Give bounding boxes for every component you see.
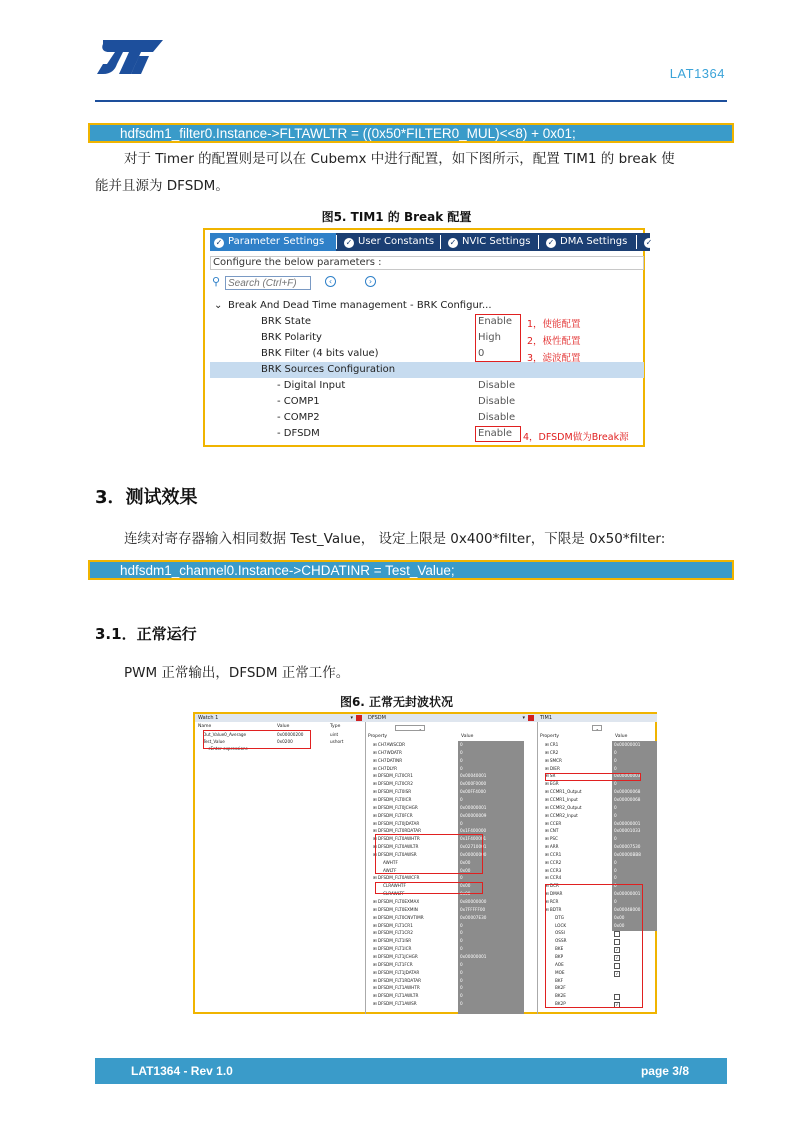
note-filter-config: 3，滤波配置	[527, 353, 581, 364]
register-row[interactable]	[365, 993, 537, 1000]
register-row[interactable]	[537, 789, 657, 796]
register-row[interactable]	[365, 923, 537, 930]
close-icon[interactable]	[356, 715, 362, 721]
register-value: 0x00000068	[614, 789, 641, 795]
register-name: ⊞ DMAR	[545, 891, 563, 897]
register-value: 0x00040001	[460, 773, 487, 779]
register-name: ⊞ DFSDM_FLT1CR2	[373, 930, 413, 936]
param-row-comp2[interactable]: - COMP2 Disable	[277, 412, 516, 423]
register-value: 0	[460, 742, 463, 747]
register-name: ⊞ DFSDM_FLT0AWSR	[373, 851, 417, 857]
register-row[interactable]	[537, 852, 657, 859]
register-value: 0	[460, 985, 463, 991]
register-value: 0	[460, 796, 463, 802]
check-icon: ✓	[449, 238, 457, 247]
register-row[interactable]	[365, 750, 537, 757]
register-name: ⊞ CR1	[545, 742, 559, 747]
register-name: ⊞ DFSDM_FLT0AWLTR	[373, 844, 419, 850]
register-row[interactable]	[537, 875, 657, 882]
register-name: CLRAWHTF	[383, 883, 406, 889]
register-value: 0x04	[614, 977, 625, 983]
register-value: 0x000F0000	[460, 781, 487, 787]
code-snippet-chdatinr	[88, 560, 734, 580]
footer-page-number: page 3/8	[640, 1064, 689, 1078]
register-name: ⊞ CH7DATINR	[373, 757, 403, 763]
register-row[interactable]	[537, 781, 657, 788]
register-value: 0	[614, 749, 617, 755]
register-name: AOE	[555, 961, 564, 967]
pin-icon[interactable]: ▾	[522, 715, 525, 721]
register-value: 0	[460, 922, 463, 928]
register-value: 0	[614, 867, 617, 873]
register-value: 0x00007E30	[460, 914, 487, 920]
tab-separator	[636, 235, 637, 249]
paragraph-pwm-normal: PWM 正常输出，DFSDM 正常工作。	[124, 665, 350, 681]
tim1-pane-title: TIM1	[537, 714, 657, 722]
paragraph-test-value: 连续对寄存器输入相同数据 Test_Value， 设定上限是 0x400*filter，下限是 0x50*filter:	[124, 531, 666, 547]
register-name: BK2P	[555, 1001, 566, 1007]
watch-row[interactable]: Out_Value0_Average 0x00000200 uint	[203, 732, 339, 737]
register-value: 0	[460, 1001, 463, 1007]
figure6-debug-screenshot	[193, 712, 657, 1014]
search-input[interactable]	[225, 276, 311, 290]
register-name: ⊞ CCR2	[545, 859, 562, 865]
register-name: ⊞ DFSDM_FLT1ISR	[373, 938, 412, 944]
register-value: 0	[460, 765, 463, 771]
register-value: 0	[614, 899, 617, 904]
register-name: ⊞ CH7DLYR	[373, 765, 398, 771]
param-row-comp1[interactable]: - COMP1 Disable	[277, 396, 516, 407]
register-name: BKF	[555, 977, 564, 983]
register-name: DTG	[555, 914, 565, 920]
register-name: ⊞ DFSDM_FLT1AWSR	[373, 1001, 417, 1007]
code-snippet-fltawltr	[88, 123, 734, 143]
watch-header-type: Type	[330, 724, 341, 729]
register-value: 0x00000009	[460, 812, 487, 818]
register-value: 0	[460, 946, 463, 952]
register-value: 0	[460, 749, 463, 755]
register-name: LOCK	[555, 922, 567, 928]
watch-row[interactable]: Test_Value 0x0200 ushort	[203, 739, 344, 744]
register-name: ⊞ CCMR1_Output	[545, 789, 582, 795]
register-value: 0	[614, 875, 617, 881]
register-name: ⊞ CCMR2_Output	[545, 804, 582, 810]
register-value: 0	[460, 993, 463, 999]
param-row-dfsdm[interactable]: - DFSDM Enable	[277, 428, 513, 439]
pin-icon[interactable]: ▾	[350, 715, 353, 721]
register-value: 0x00001033	[614, 828, 641, 834]
param-row-brk-state[interactable]: BRK State Enable	[261, 316, 513, 327]
checkbox[interactable]: ✓	[615, 1002, 619, 1008]
register-name: AWHTF	[383, 859, 398, 865]
register-row[interactable]	[365, 797, 537, 804]
register-value: 0x00	[460, 859, 471, 865]
register-value: 0x1F400000	[460, 828, 487, 834]
register-name: BK2E	[555, 993, 566, 999]
check-icon: ✓	[645, 238, 653, 247]
register-row[interactable]	[365, 907, 537, 914]
register-value: 0x00FF4000	[460, 789, 486, 795]
register-name: ⊞ DFSDM_FLT0RDATAR	[373, 828, 421, 834]
tab-dma-settings[interactable]: ✓ DMA Settings	[547, 236, 628, 247]
register-row[interactable]	[537, 828, 657, 835]
register-row[interactable]	[365, 954, 537, 961]
figure6-caption: 图6. 正常无封波状况	[339, 695, 454, 709]
code-text: hdfsdm1_channel0.Instance->CHDATINR = Test_Value;	[120, 563, 455, 578]
register-name: ⊞ CCR1	[545, 851, 562, 857]
register-value: 0x00	[614, 922, 625, 928]
watch-pane-title: Watch 1 ▾	[195, 714, 365, 722]
register-row[interactable]	[365, 899, 537, 906]
page-footer	[95, 1058, 727, 1084]
section-title-test-results: 3．测试效果	[95, 487, 198, 508]
register-name: BKE	[555, 946, 564, 952]
register-row[interactable]	[537, 797, 657, 804]
tim1-filter-select[interactable]: ⌄	[592, 725, 602, 731]
st-logo	[95, 38, 165, 76]
note-dfsdm-break-source: 4，DFSDM做为Break源	[523, 432, 629, 443]
register-value: 0	[460, 875, 463, 881]
param-row-brk-sources[interactable]: BRK Sources Configuration	[210, 362, 644, 378]
tab-parameter-settings[interactable]: ✓ Parameter Settings	[210, 233, 336, 251]
register-value: 0x00	[460, 883, 471, 889]
note-polarity-config: 2，极性配置	[527, 336, 581, 347]
checkbox[interactable]: ✓	[615, 947, 619, 953]
register-row[interactable]	[537, 868, 657, 875]
register-name: ⊞ DFSDM_FLT1JDATAR	[373, 969, 420, 975]
register-name: ⊞ CCR3	[545, 867, 562, 873]
register-value: 0	[460, 961, 463, 967]
register-value: 0	[614, 859, 617, 865]
watch-row-enter-expression[interactable]: <Enter expression>	[207, 746, 250, 751]
register-name: AWLTF	[383, 867, 397, 873]
next-icon[interactable]: ›	[365, 276, 376, 287]
highlight-box-watch	[203, 730, 311, 749]
register-name: OSSI	[555, 930, 565, 936]
register-name: ⊞ PSC	[545, 836, 558, 842]
check-icon: ✓	[345, 238, 353, 247]
param-row-brk-filter[interactable]: BRK Filter (4 bits value) 0	[261, 348, 485, 359]
register-name: ⊞ CNT	[545, 828, 559, 834]
checkbox[interactable]: ✓	[615, 970, 619, 976]
register-name: ⊞ DFSDM_FLT1AWHTR	[373, 985, 420, 991]
register-row[interactable]	[365, 1001, 537, 1008]
register-row[interactable]	[365, 938, 537, 945]
footer-doc-revision: LAT1364 - Rev 1.0	[131, 1064, 233, 1078]
register-row[interactable]	[537, 758, 657, 765]
register-name: ⊞ DFSDM_FLT0JDATAR	[373, 820, 420, 826]
configure-label: Configure the below parameters :	[210, 256, 644, 270]
register-name: ⊞ DFSDM_FLT1ICR	[373, 946, 412, 952]
tab-nvic-settings[interactable]: ✓ NVIC Settings	[449, 236, 531, 247]
tim1-pane	[537, 714, 657, 1014]
register-name: ⊞ DFSDM_FLT1CR1	[373, 922, 413, 928]
register-row[interactable]	[365, 821, 537, 828]
register-value: 0	[460, 757, 463, 763]
register-value: 0	[614, 781, 617, 787]
register-row[interactable]	[537, 836, 657, 843]
register-name: ⊞ SMCR	[545, 757, 562, 763]
highlight-box-tim1-bdtr	[545, 884, 643, 1008]
register-name: MOE	[555, 969, 565, 975]
register-value: 0x00	[460, 891, 471, 897]
register-name: ⊞ CR2	[545, 749, 559, 755]
register-name: ⊞ CCR4	[545, 875, 562, 881]
register-value: 0x00000000	[460, 851, 487, 857]
register-value: 0x00007530	[614, 844, 641, 850]
register-name: ⊞ DFSDM_FLT1FCR	[373, 961, 413, 967]
register-value: 0x00	[460, 867, 471, 873]
register-name: ⊞ DFSDM_FLT0FCR	[373, 812, 413, 818]
highlight-box-dfsdm	[475, 426, 521, 442]
param-row-digital-input[interactable]: - Digital Input Disable	[277, 380, 516, 391]
register-name: ⊞ DFSDM_FLT1AWLTR	[373, 993, 419, 999]
previous-icon[interactable]: ‹	[325, 276, 336, 287]
register-name: ⊞ CH7WDATR	[373, 749, 402, 755]
register-name: BKP	[555, 953, 564, 959]
register-name: ⊞ DFSDM_FLT0AWHTR	[373, 836, 420, 842]
param-row-brk-polarity[interactable]: BRK Polarity High	[261, 332, 501, 343]
note-enable-config: 1，使能配置	[527, 319, 581, 330]
register-name: ⊞ DCR	[545, 883, 559, 889]
highlight-box-dfsdm-awcfr	[375, 882, 483, 894]
register-value: 0x00000BB8	[614, 851, 641, 857]
register-value: 0x00000001	[460, 804, 487, 810]
dfsdm-header-property: Property	[368, 734, 388, 739]
register-name: ⊞ CH7AWSCDR	[373, 742, 406, 747]
register-value: 0x80000000	[460, 899, 487, 904]
register-name: CLRAWLTF	[383, 891, 405, 897]
register-row[interactable]	[365, 742, 537, 749]
register-name: ⊞ DIER	[545, 765, 560, 771]
figure5-caption: 图5. TIM1 的 Break 配置	[321, 210, 472, 224]
doc-number: LAT1364	[669, 66, 725, 81]
dfsdm-pane	[365, 714, 538, 1014]
register-name: ⊞ RCR	[545, 899, 559, 904]
register-row[interactable]	[537, 766, 657, 773]
register-name: ⊞ DFSDM_FLT0CNVTIMR	[373, 914, 424, 920]
tim1-header-value: Value	[615, 734, 628, 739]
tim1-header-property: Property	[540, 734, 560, 739]
register-row[interactable]	[365, 985, 537, 992]
register-name: ⊞ SR	[545, 773, 556, 779]
code-text: hdfsdm1_filter0.Instance->FLTAWLTR = ((0x50*FILTER0_MUL)<<8) + 0x01;	[120, 126, 576, 141]
check-icon: ✓	[547, 238, 555, 247]
register-name: ⊞ DFSDM_FLT0ICR	[373, 796, 412, 802]
tab-user-constants[interactable]: ✓ User Constants	[345, 236, 435, 247]
figure5-cubemx-screenshot	[203, 228, 653, 447]
register-row[interactable]	[537, 844, 657, 851]
register-value: 0x02710001	[460, 844, 487, 850]
register-value: 0	[460, 820, 463, 826]
register-row[interactable]	[537, 742, 657, 749]
register-value: 0x00000001	[460, 953, 487, 959]
header-rule	[95, 100, 727, 102]
register-row[interactable]	[365, 946, 537, 953]
register-row[interactable]	[365, 789, 537, 796]
paragraph-timer-config-2: 能并且源为 DFSDM。	[95, 178, 229, 194]
register-row[interactable]	[365, 781, 537, 788]
register-row[interactable]	[365, 758, 537, 765]
register-value: 0x00000001	[614, 820, 641, 826]
register-row[interactable]	[537, 813, 657, 820]
register-name: ⊞ DFSDM_FLT0AWCFR	[373, 875, 420, 881]
register-name: BK2F	[555, 985, 566, 991]
section-title-normal-operation: 3.1．正常运行	[95, 625, 197, 643]
register-value: 0x00	[614, 914, 625, 920]
register-row[interactable]	[365, 930, 537, 937]
register-name: ⊞ CCMR2_Input	[545, 812, 578, 818]
register-value: 0	[614, 804, 617, 810]
register-value: 0x00000003	[614, 773, 641, 779]
register-row[interactable]	[365, 766, 537, 773]
register-row[interactable]	[365, 773, 537, 780]
register-name: ⊞ DFSDM_FLT0EXMIN	[373, 906, 418, 912]
group-break-dead-time[interactable]: ⌄ Break And Dead Time management - BRK Configur...	[210, 298, 644, 314]
register-name: ⊞ DFSDM_FLT0ISR	[373, 789, 412, 795]
register-value: 0	[460, 938, 463, 944]
register-value: 0x00000001	[614, 891, 641, 897]
register-row[interactable]	[537, 860, 657, 867]
register-value: 0	[614, 765, 617, 771]
register-row[interactable]	[365, 970, 537, 977]
watch-pane	[195, 714, 366, 1014]
register-name: ⊞ DFSDM_FLT0EXMAX	[373, 899, 420, 904]
register-name: ⊞ DFSDM_FLT0CR2	[373, 781, 413, 787]
tab-separator	[440, 235, 441, 249]
register-row[interactable]	[537, 821, 657, 828]
register-value: 0	[614, 836, 617, 842]
watch-header-name: Name	[198, 724, 212, 729]
register-row[interactable]	[537, 750, 657, 757]
tab-overflow[interactable]	[640, 233, 654, 251]
register-row[interactable]	[365, 813, 537, 820]
check-icon: ✓	[215, 238, 223, 247]
search-icon[interactable]: ⚲	[212, 275, 221, 288]
tab-bar	[210, 233, 653, 251]
register-value: 0x00048000	[614, 906, 641, 912]
highlight-box-tim1-sr	[545, 773, 641, 781]
register-name: ⊞ ARR	[545, 844, 559, 850]
dfsdm-pane-title: DFSDM ▾	[365, 714, 537, 722]
register-row[interactable]	[365, 915, 537, 922]
register-name: ⊞ EGR	[545, 781, 559, 787]
highlight-box-brk-settings	[475, 314, 521, 362]
close-icon[interactable]	[528, 715, 534, 721]
checkbox[interactable]: ✓	[615, 954, 619, 960]
dfsdm-header-value: Value	[461, 734, 474, 739]
register-name: OSSR	[555, 938, 567, 944]
register-value: 0x00	[614, 985, 625, 991]
register-name: ⊞ BDTR	[545, 906, 562, 912]
register-value: 0	[614, 812, 617, 818]
register-row[interactable]	[365, 805, 537, 812]
dfsdm-filter-select[interactable]: ⌄	[395, 725, 425, 731]
register-name: ⊞ DFSDM_FLT1JCHGR	[373, 953, 418, 959]
register-name: ⊞ DFSDM_FLT0CR1	[373, 773, 413, 779]
register-name: ⊞ CCER	[545, 820, 562, 826]
paragraph-timer-config-1: 对于 Timer 的配置则是可以在 Cubemx 中进行配置，如下图所示，配置 TIM1 的 break 使	[124, 151, 675, 167]
register-row[interactable]	[365, 978, 537, 985]
register-value: 0x1F400001	[460, 836, 487, 842]
tab-separator	[538, 235, 539, 249]
chevron-down-icon: ⌄	[214, 300, 223, 311]
register-value: 0x7FFFFF00	[460, 906, 486, 912]
tab-separator	[336, 235, 337, 249]
register-value: 0	[460, 977, 463, 983]
register-row[interactable]	[365, 962, 537, 969]
register-value: 0	[614, 757, 617, 763]
highlight-box-dfsdm-awsr	[375, 834, 483, 874]
register-name: ⊞ DFSDM_FLT1RDATAR	[373, 977, 421, 983]
watch-header-value: Value	[277, 724, 290, 729]
register-value: 0	[460, 969, 463, 975]
register-value: 0	[614, 883, 617, 889]
register-value: 0	[460, 930, 463, 936]
register-name: ⊞ DFSDM_FLT0JCHGR	[373, 804, 418, 810]
register-name: ⊞ CCMR1_Input	[545, 796, 578, 802]
register-value: 0x00000068	[614, 796, 641, 802]
register-value: 0x00000001	[614, 742, 641, 747]
register-row[interactable]	[537, 805, 657, 812]
